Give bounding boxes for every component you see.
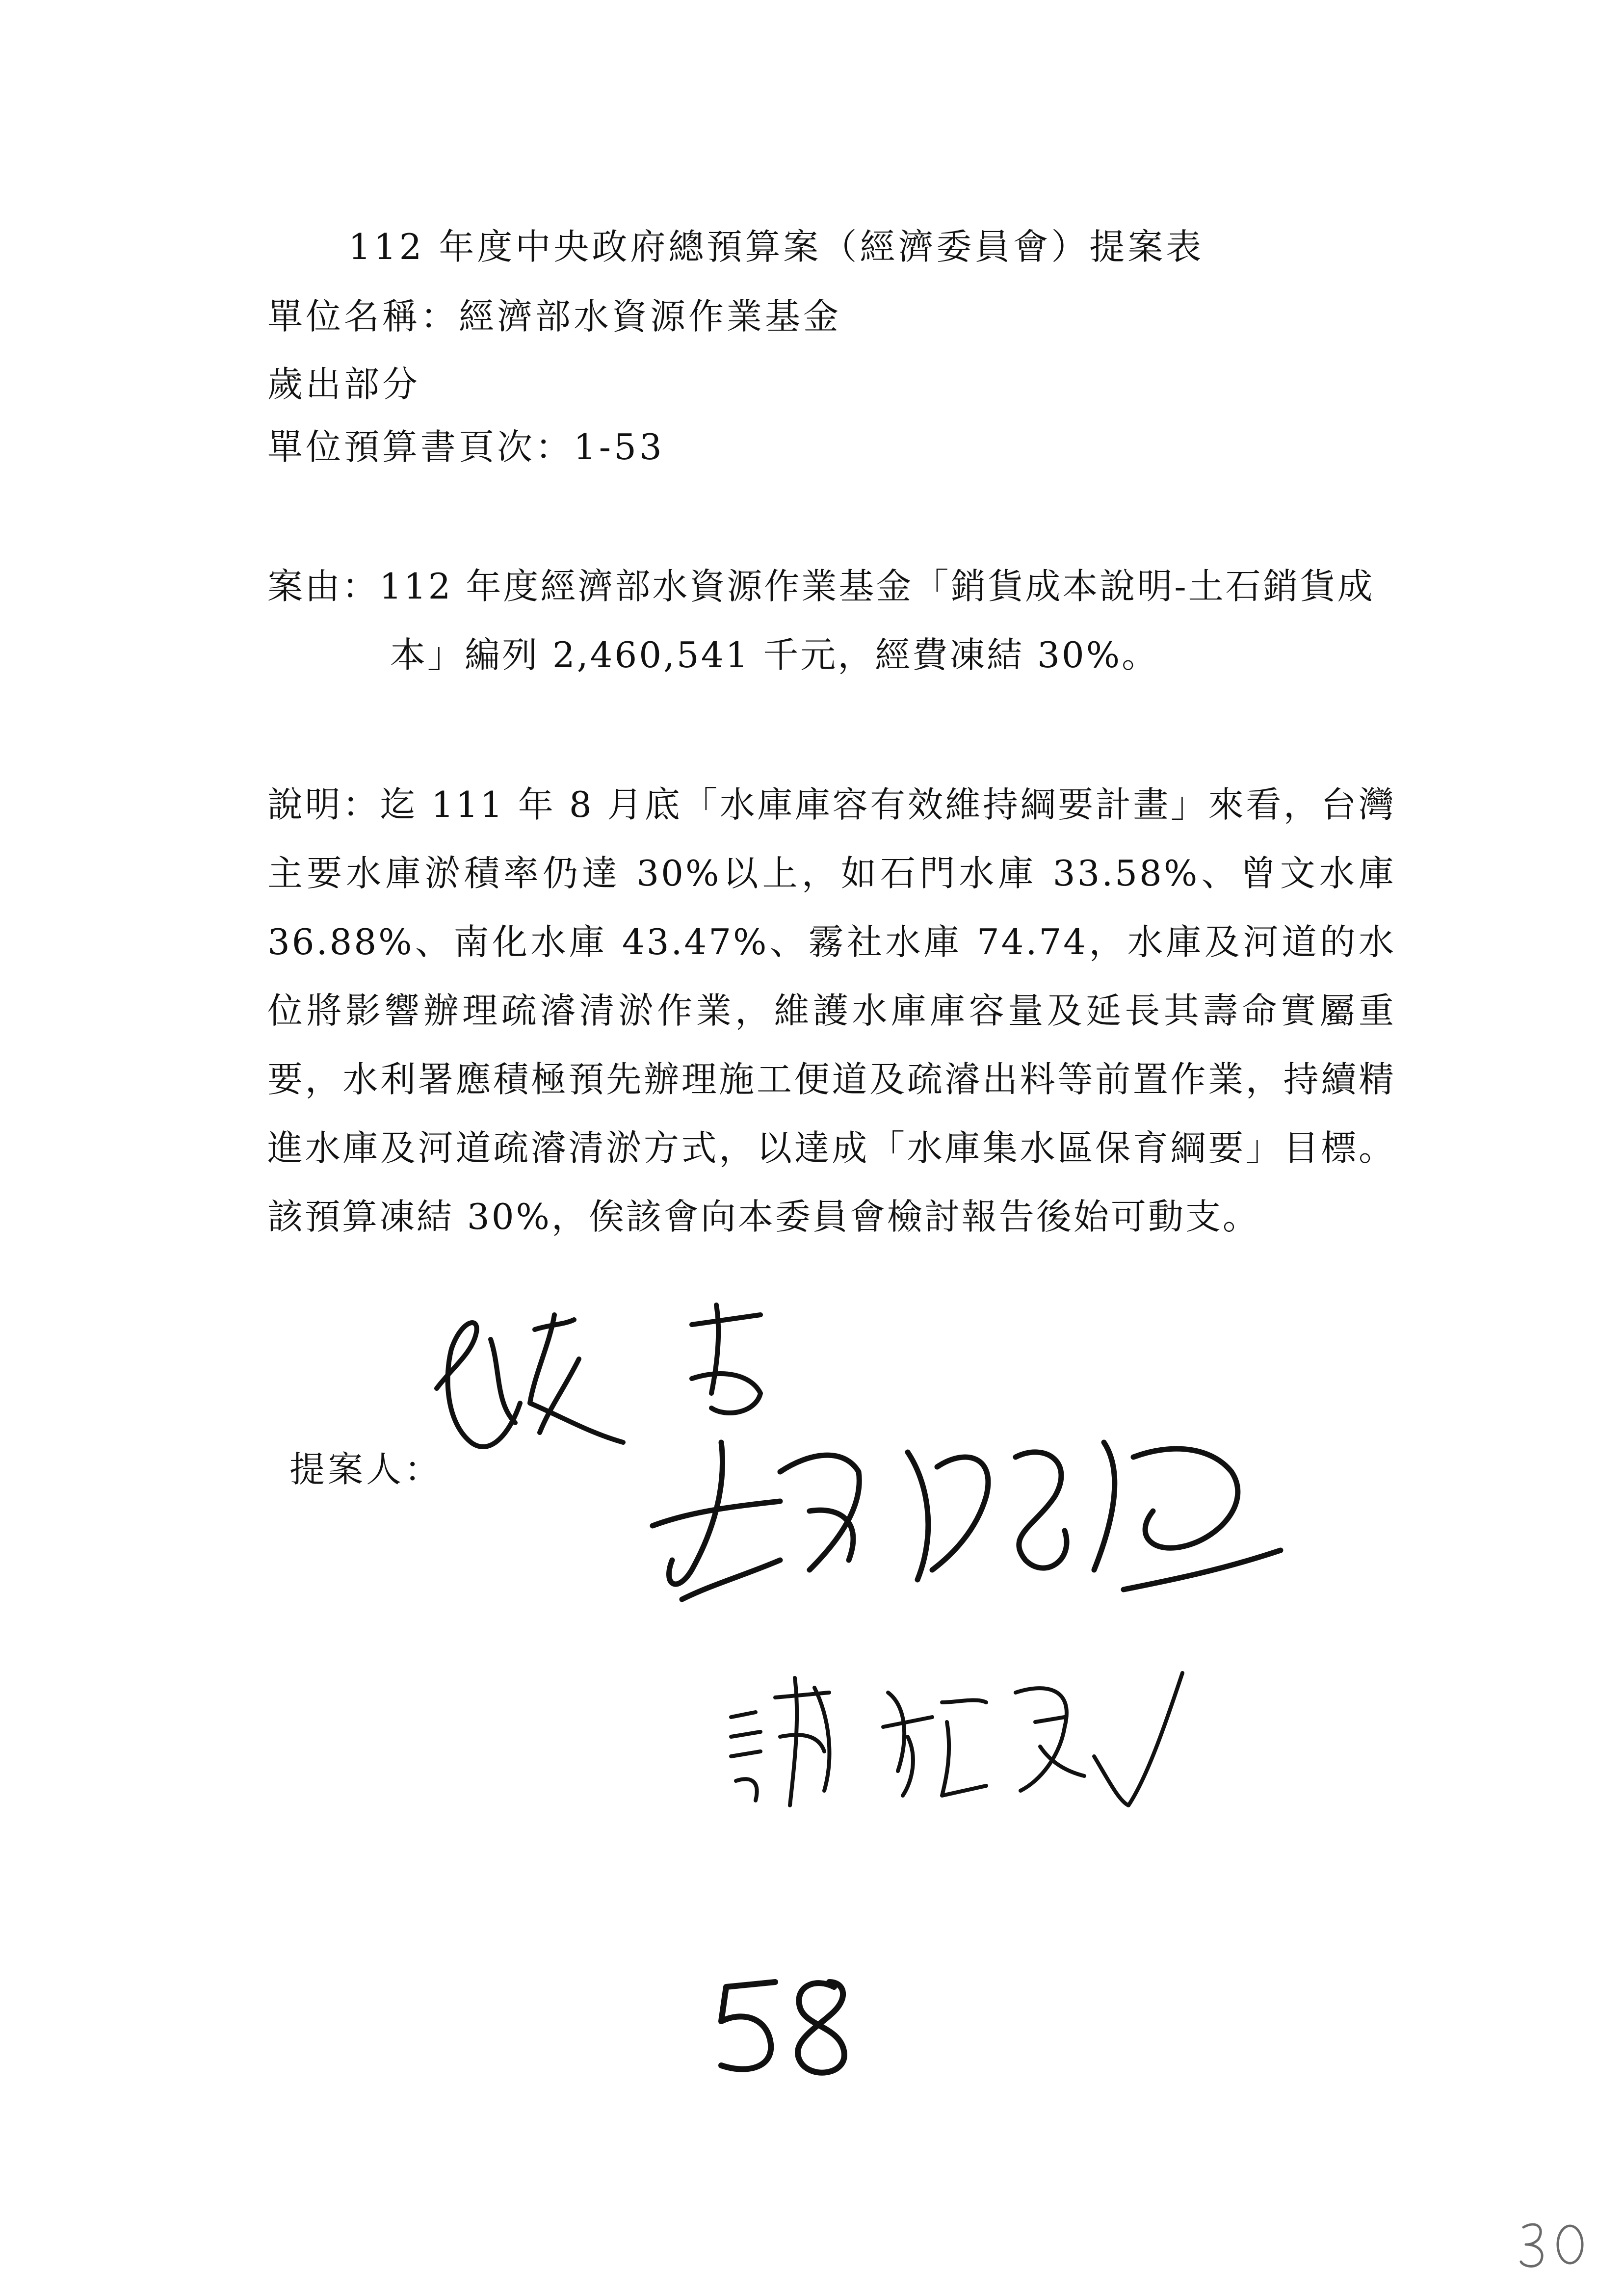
- section-label: 歲出部分: [267, 364, 421, 405]
- budget-page-reference: 單位預算書頁次：1-53: [267, 426, 665, 468]
- explanation: 說明：迄 111 年 8 月底「水庫庫容有效維持綱要計畫」來看，台灣主要水庫淤積率仍達 30%以上，如石門水庫 33.58%、曾文水庫 36.88%、南化水庫 43.47%、霧社水庫 74.74，水庫及河道的水位將影響辦理疏濬清淤作業，維護水庫庫容量及延長其壽命實屬重要，水利署應積極預先辦理施工便道及疏濬出料等前置作業，持續精進水庫及河道疏濬清淤方式，以達成「水庫集水區保育綱要」目標。該預算凍結 30%，俟該會向本委員會檢討報告後始可動支。: [267, 784, 1396, 1237]
- signature-2: [633, 1413, 1300, 1619]
- handwritten-page-number: [707, 1972, 864, 2085]
- signature-3: [721, 1658, 1192, 1820]
- proposer-label: 提案人：: [289, 1449, 443, 1490]
- corner-page-number: [1516, 2218, 1590, 2271]
- document-title: 112 年度中央政府總預算案（經濟委員會）提案表: [348, 226, 1205, 267]
- case-reason: 案由：112 年度經濟部水資源作業基金「銷貨成本說明-土石銷貨成本」編列 2,460,541 千元，經費凍結 30%。: [267, 566, 1375, 676]
- unit-name: 單位名稱：經濟部水資源作業基金: [267, 296, 842, 337]
